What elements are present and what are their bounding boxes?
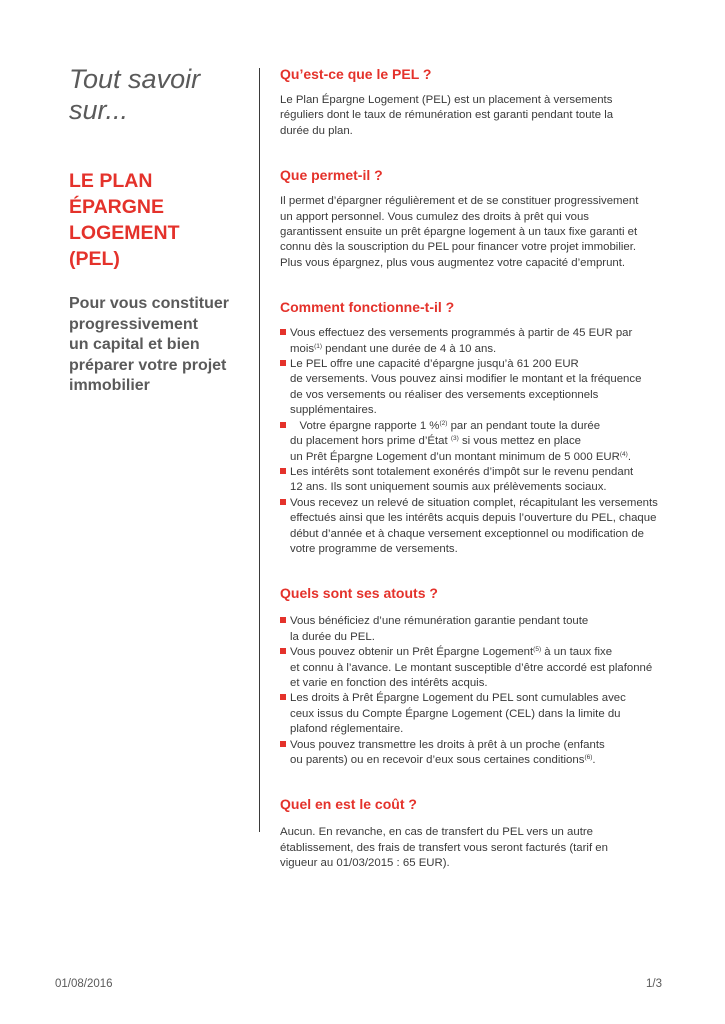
list-item bbox=[280, 691, 670, 737]
bullet-list-how bbox=[280, 326, 670, 557]
text-line: votre programme de versements. bbox=[290, 542, 458, 555]
text-line bbox=[280, 753, 670, 768]
text-run: . bbox=[627, 450, 632, 463]
column-divider bbox=[259, 68, 260, 832]
section-body-allows bbox=[280, 194, 670, 271]
section-body-cost bbox=[280, 825, 670, 871]
text-run: par an pendant toute la durée bbox=[447, 419, 601, 432]
text-line: et varie en fonction des intérêts acquis. bbox=[290, 676, 488, 689]
title-line: (PEL) bbox=[69, 248, 120, 270]
footer-date: 01/08/2016 bbox=[55, 978, 113, 990]
text-line bbox=[280, 645, 670, 660]
text-line: plafond réglementaire. bbox=[290, 723, 404, 736]
footnote-ref: (2) bbox=[439, 419, 448, 427]
text-run: du placement hors prime d’État bbox=[290, 435, 451, 448]
text-line: supplémentaires. bbox=[290, 404, 377, 417]
text-line: Le Plan Épargne Logement (PEL) est un placement à versements bbox=[280, 94, 613, 106]
page-number: 1/3 bbox=[646, 978, 662, 990]
text-run: ou parents) ou en recevoir d’eux sous certaines conditions bbox=[290, 754, 585, 766]
footnote-ref: (5) bbox=[533, 646, 542, 654]
text-line: et connu à l’avance. Le montant susceptible d’être accordé est plafonné bbox=[290, 661, 653, 674]
lead-line: progressivement bbox=[69, 315, 198, 333]
text-line bbox=[280, 342, 670, 357]
text-run: un Prêt Épargne Logement d’un montant minimum de 5 000 EUR bbox=[290, 450, 620, 463]
title-line: LE PLAN bbox=[69, 170, 153, 192]
section-heading-benefits: Quels sont ses atouts ? bbox=[280, 585, 438, 602]
footnote-ref: (6) bbox=[584, 754, 593, 761]
text-line: réguliers dont le taux de rémunération est garanti pendant toute la bbox=[280, 109, 614, 122]
bullet-list-benefits bbox=[280, 614, 670, 768]
text-line bbox=[280, 450, 670, 465]
text-run: à un taux fixe bbox=[541, 646, 613, 659]
kicker-line: sur... bbox=[69, 95, 129, 125]
text-line bbox=[280, 465, 670, 480]
kicker-line: Tout savoir bbox=[69, 64, 201, 94]
title-line: LOGEMENT bbox=[69, 222, 180, 244]
text-run: Le PEL offre une capacité d’épargne jusqu’à 61 200 EUR bbox=[290, 358, 579, 371]
footnote-ref: (4) bbox=[619, 450, 628, 458]
text-line bbox=[280, 614, 670, 629]
list-item bbox=[280, 419, 670, 465]
lead-line: Pour vous constituer bbox=[69, 295, 230, 312]
text-run: Vous recevez un relevé de situation complet, récapitulant les versements bbox=[290, 496, 658, 509]
list-item bbox=[280, 738, 670, 769]
text-line: un apport personnel. Vous cumulez des droits à prêt qui vous bbox=[280, 210, 589, 223]
text-line: début d’année et à chaque versement exceptionnel ou modification de bbox=[290, 527, 644, 540]
bullet-square-icon bbox=[280, 694, 286, 700]
text-run: Les intérêts sont totalement exonérés d’impôt sur le revenu pendant bbox=[290, 465, 634, 478]
text-run: Vous effectuez des versements programmés à partir de 45 EUR par bbox=[290, 327, 633, 340]
text-run: Vous pouvez obtenir un Prêt Épargne Logement bbox=[290, 646, 534, 659]
bullet-square-icon bbox=[280, 648, 286, 654]
text-line bbox=[280, 357, 670, 372]
section-heading-cost: Quel en est le coût ? bbox=[280, 796, 417, 813]
text-run: Vous pouvez transmettre les droits à prêt à un proche (enfants bbox=[290, 738, 605, 751]
section-heading-allows: Que permet-il ? bbox=[280, 167, 383, 184]
text-line: ceux issus du Compte Épargne Logement (CEL) dans la limite du bbox=[290, 707, 621, 720]
text-run: Vous bénéficiez d’une rémunération garantie pendant toute bbox=[290, 615, 589, 628]
text-line: 12 ans. Ils sont uniquement soumis aux prélèvements sociaux. bbox=[290, 481, 607, 494]
text-line: établissement, des frais de transfert vous seront facturés (tarif en bbox=[280, 841, 608, 854]
text-line bbox=[280, 738, 670, 753]
text-run: . bbox=[592, 754, 596, 766]
text-line bbox=[280, 434, 670, 449]
footnote-ref: (3) bbox=[450, 435, 459, 443]
list-item bbox=[280, 326, 670, 357]
list-item bbox=[280, 645, 670, 691]
kicker bbox=[69, 64, 259, 126]
section-heading-how: Comment fonctionne-t-il ? bbox=[280, 299, 455, 316]
bullet-square-icon bbox=[280, 360, 286, 366]
list-item bbox=[280, 496, 670, 558]
title-line: ÉPARGNE bbox=[69, 196, 164, 218]
list-item bbox=[280, 614, 670, 645]
list-item bbox=[280, 465, 670, 496]
lead-line: immobilier bbox=[69, 377, 150, 394]
left-column bbox=[69, 64, 259, 397]
lead-text bbox=[69, 294, 259, 397]
lead-line: préparer votre projet bbox=[69, 356, 227, 374]
text-line: durée du plan. bbox=[280, 124, 353, 137]
text-line bbox=[280, 691, 670, 706]
text-line: de vos versements ou réaliser des versements exceptionnels bbox=[290, 388, 599, 401]
page-title bbox=[69, 168, 259, 272]
text-run: si vous mettez en place bbox=[458, 435, 581, 448]
bullet-square-icon bbox=[280, 499, 286, 505]
text-line bbox=[280, 496, 670, 511]
text-line: garantissent ensuite un prêt épargne logement à un taux fixe garanti et bbox=[280, 226, 638, 239]
text-run: Les droits à Prêt Épargne Logement du PEL sont cumulables avec bbox=[290, 692, 626, 705]
bullet-square-icon bbox=[280, 468, 286, 474]
right-column bbox=[280, 66, 670, 872]
text-line: Plus vous épargnez, plus vous augmentez votre capacité d’emprunt. bbox=[280, 256, 626, 269]
text-run: Votre épargne rapporte 1 % bbox=[290, 419, 440, 432]
text-line: Aucun. En revanche, en cas de transfert du PEL vers un autre bbox=[280, 826, 594, 839]
section-body-what bbox=[280, 93, 670, 139]
text-line bbox=[280, 326, 670, 341]
bullet-square-icon bbox=[280, 329, 286, 335]
text-line: Il permet d’épargner régulièrement et de se constituer progressivement bbox=[280, 195, 639, 208]
text-run: mois bbox=[290, 342, 315, 355]
text-line bbox=[280, 419, 670, 434]
bullet-square-icon bbox=[280, 422, 286, 428]
text-line: vigueur au 01/03/2015 : 65 EUR). bbox=[280, 857, 450, 870]
lead-line: un capital et bien bbox=[69, 336, 200, 353]
text-line: la durée du PEL. bbox=[290, 630, 375, 643]
bullet-square-icon bbox=[280, 741, 286, 747]
section-heading-what: Qu’est-ce que le PEL ? bbox=[280, 66, 432, 82]
text-line: connu dès la souscription du PEL pour financer votre projet immobilier. bbox=[280, 241, 637, 254]
text-line: de versements. Vous pouvez ainsi modifier le montant et la fréquence bbox=[290, 373, 642, 386]
bullet-square-icon bbox=[280, 617, 286, 623]
text-line: effectués ainsi que les intérêts acquis depuis l’ouverture du PEL, chaque bbox=[290, 512, 657, 525]
text-run: pendant une durée de 4 à 10 ans. bbox=[322, 342, 497, 355]
footnote-ref: (1) bbox=[314, 342, 323, 350]
list-item bbox=[280, 357, 670, 419]
